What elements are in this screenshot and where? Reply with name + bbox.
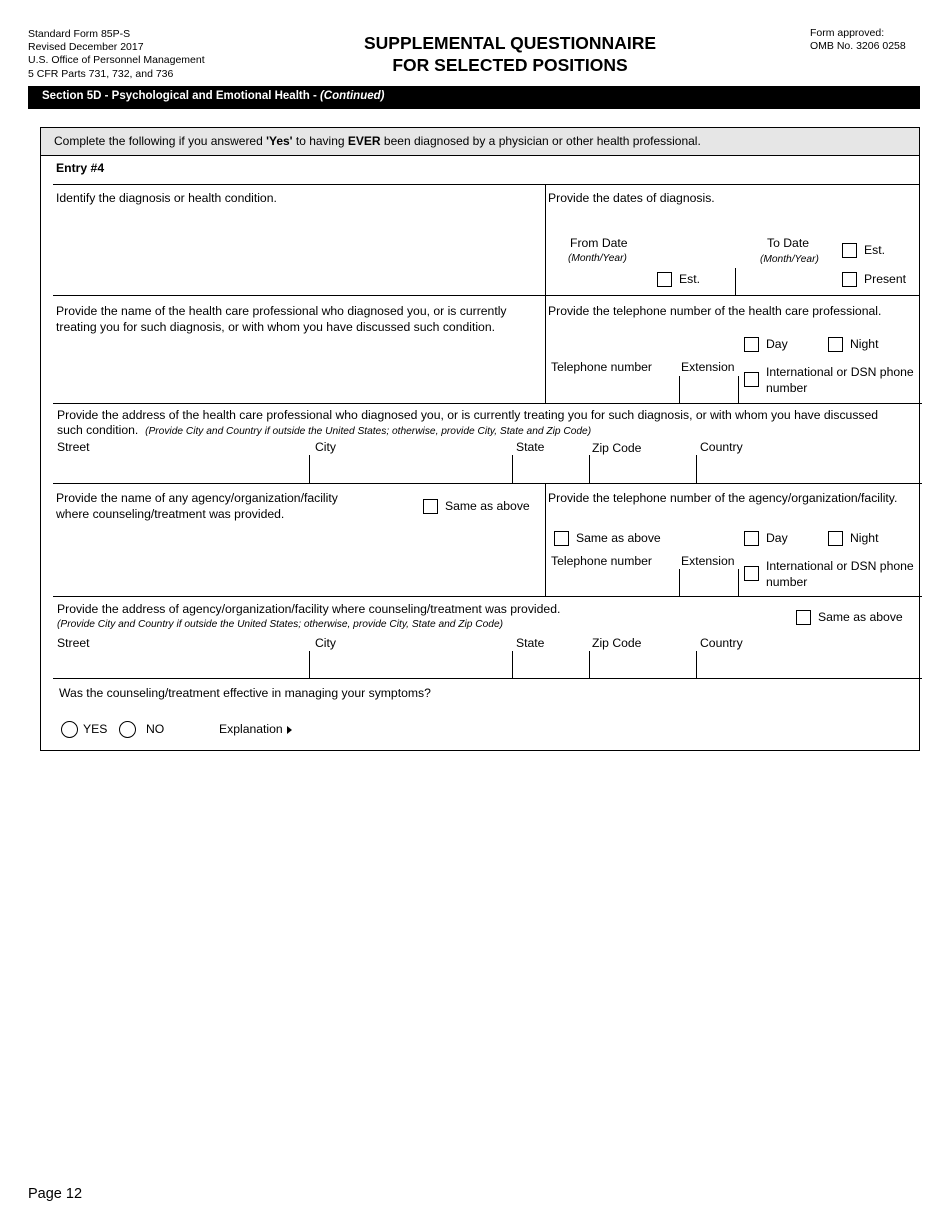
intro-text-1: Complete the following if you answered [54,134,267,148]
agency-extension-label: Extension [681,554,735,568]
effective-question: Was the counseling/treatment effective in managing your symptoms? [59,686,431,700]
agency-same-as-above-checkbox[interactable] [423,499,438,514]
agency-international-label: International or DSN phone number [766,559,914,589]
intro-instructions [41,128,919,156]
night-label: Night [850,337,879,351]
agency-address-label: Provide the address of agency/organization/facility where counseling/treatment was provided. [57,602,561,616]
zip-label: Zip Code [592,441,642,455]
page-title [300,32,720,76]
phone-divider [679,569,680,596]
city-label: City [315,440,336,454]
explanation-label: Explanation [219,722,283,736]
divider [53,678,922,679]
column-divider [545,484,546,597]
international-checkbox[interactable] [744,372,759,387]
agency-day-checkbox[interactable] [744,531,759,546]
no-radio[interactable] [119,721,136,738]
address-divider [589,651,590,678]
address-label-line-1: Provide the address of the health care professional who diagnosed you, or is currently treating you for such diagnosis, or with whom you have discussed [57,408,879,422]
phone-divider [679,376,680,403]
address-divider [589,455,590,483]
approval-line-1: Form approved: [810,27,885,39]
street-label: Street [57,440,90,454]
form-agency: U.S. Office of Personnel Management [28,54,205,67]
from-date-label: From Date [570,236,628,250]
divider [53,596,922,597]
explanation-field[interactable] [219,722,292,738]
night-checkbox[interactable] [828,337,843,352]
phone-same-as-above-label: Same as above [576,531,661,545]
intro-text-3: been diagnosed by a physician or other health professional. [380,134,701,148]
from-date-est-checkbox[interactable] [657,272,672,287]
agency-day-label: Day [766,531,788,545]
address-divider [696,455,697,483]
agency-street-label: Street [57,636,90,650]
diagnosis-label: Identify the diagnosis or health condition. [56,191,277,205]
agency-state-label: State [516,636,545,650]
dates-label: Provide the dates of diagnosis. [548,191,715,205]
form-approval [810,27,906,52]
professional-name-label: Provide the name of the health care professional who diagnosed you, or is currently treating you for such diagnosis, or with whom you have discussed such condition. [56,304,507,334]
to-date-format: (Month/Year) [760,254,819,265]
agency-telephone-label: Telephone number [551,554,652,568]
triangle-right-icon [287,726,292,734]
telephone-label: Telephone number [551,360,652,374]
country-label: Country [700,440,743,454]
day-checkbox[interactable] [744,337,759,352]
form-revision: Revised December 2017 [28,41,144,54]
from-date-format: (Month/Year) [568,253,627,264]
yes-label: YES [83,722,108,736]
international-label: International or DSN phone number [766,365,914,395]
address-divider [512,455,513,483]
section-title: Section 5D - Psychological and Emotional Health - [42,90,320,102]
present-checkbox[interactable] [842,272,857,287]
agency-address-note: (Provide City and Country if outside the United States; otherwise, provide City, State and Zip Code) [57,619,504,630]
phone-divider [738,376,739,403]
intro-ever: EVER [347,134,381,148]
address-divider [696,651,697,678]
agency-city-label: City [315,636,336,650]
divider [53,184,919,185]
intro-yes: 'Yes' [266,134,293,148]
section-header [28,86,920,109]
from-date-est-label: Est. [679,272,700,286]
divider [53,483,922,484]
page-number: Page 12 [28,1186,83,1202]
day-label: Day [766,337,788,351]
approval-line-2: OMB No. 3206 0258 [810,39,906,52]
agency-name-label: Provide the name of any agency/organization/facility where counseling/treatment was provided. [56,491,338,521]
yes-radio[interactable] [61,721,78,738]
address-note: (Provide City and Country if outside the United States; otherwise, provide City, State and Zip Code) [145,426,592,437]
intro-text-2: to having [292,134,348,148]
agency-international-checkbox[interactable] [744,566,759,581]
address-divider [309,651,310,678]
to-date-est-checkbox[interactable] [842,243,857,258]
divider [53,295,919,296]
professional-phone-label: Provide the telephone number of the health care professional. [548,304,882,318]
phone-divider [738,569,739,596]
date-divider [735,268,736,295]
title-line-2: FOR SELECTED POSITIONS [392,55,628,75]
state-label: State [516,440,545,454]
entry-label: Entry #4 [56,161,105,175]
address-label-line-2: such condition. [57,423,139,437]
phone-same-as-above-checkbox[interactable] [554,531,569,546]
extension-label: Extension [681,360,735,374]
section-continued: (Continued) [319,90,385,102]
address-divider [512,651,513,678]
form-identification [28,28,205,81]
to-date-est-label: Est. [864,243,885,257]
agency-zip-label: Zip Code [592,636,642,650]
agency-same-as-above-label: Same as above [445,499,530,513]
agency-night-checkbox[interactable] [828,531,843,546]
no-label: NO [146,722,165,736]
title-line-1: SUPPLEMENTAL QUESTIONNAIRE [363,33,656,53]
form-number: Standard Form 85P-S [28,28,131,40]
address-divider [309,455,310,483]
column-divider [545,185,546,404]
address-same-as-above-label: Same as above [818,610,903,624]
agency-country-label: Country [700,636,743,650]
present-label: Present [864,272,907,286]
divider [53,403,922,404]
address-same-as-above-checkbox[interactable] [796,610,811,625]
agency-phone-label: Provide the telephone number of the agency/organization/facility. [548,491,898,505]
form-regulation: 5 CFR Parts 731, 732, and 736 [28,67,174,80]
agency-night-label: Night [850,531,879,545]
to-date-label: To Date [767,236,810,250]
